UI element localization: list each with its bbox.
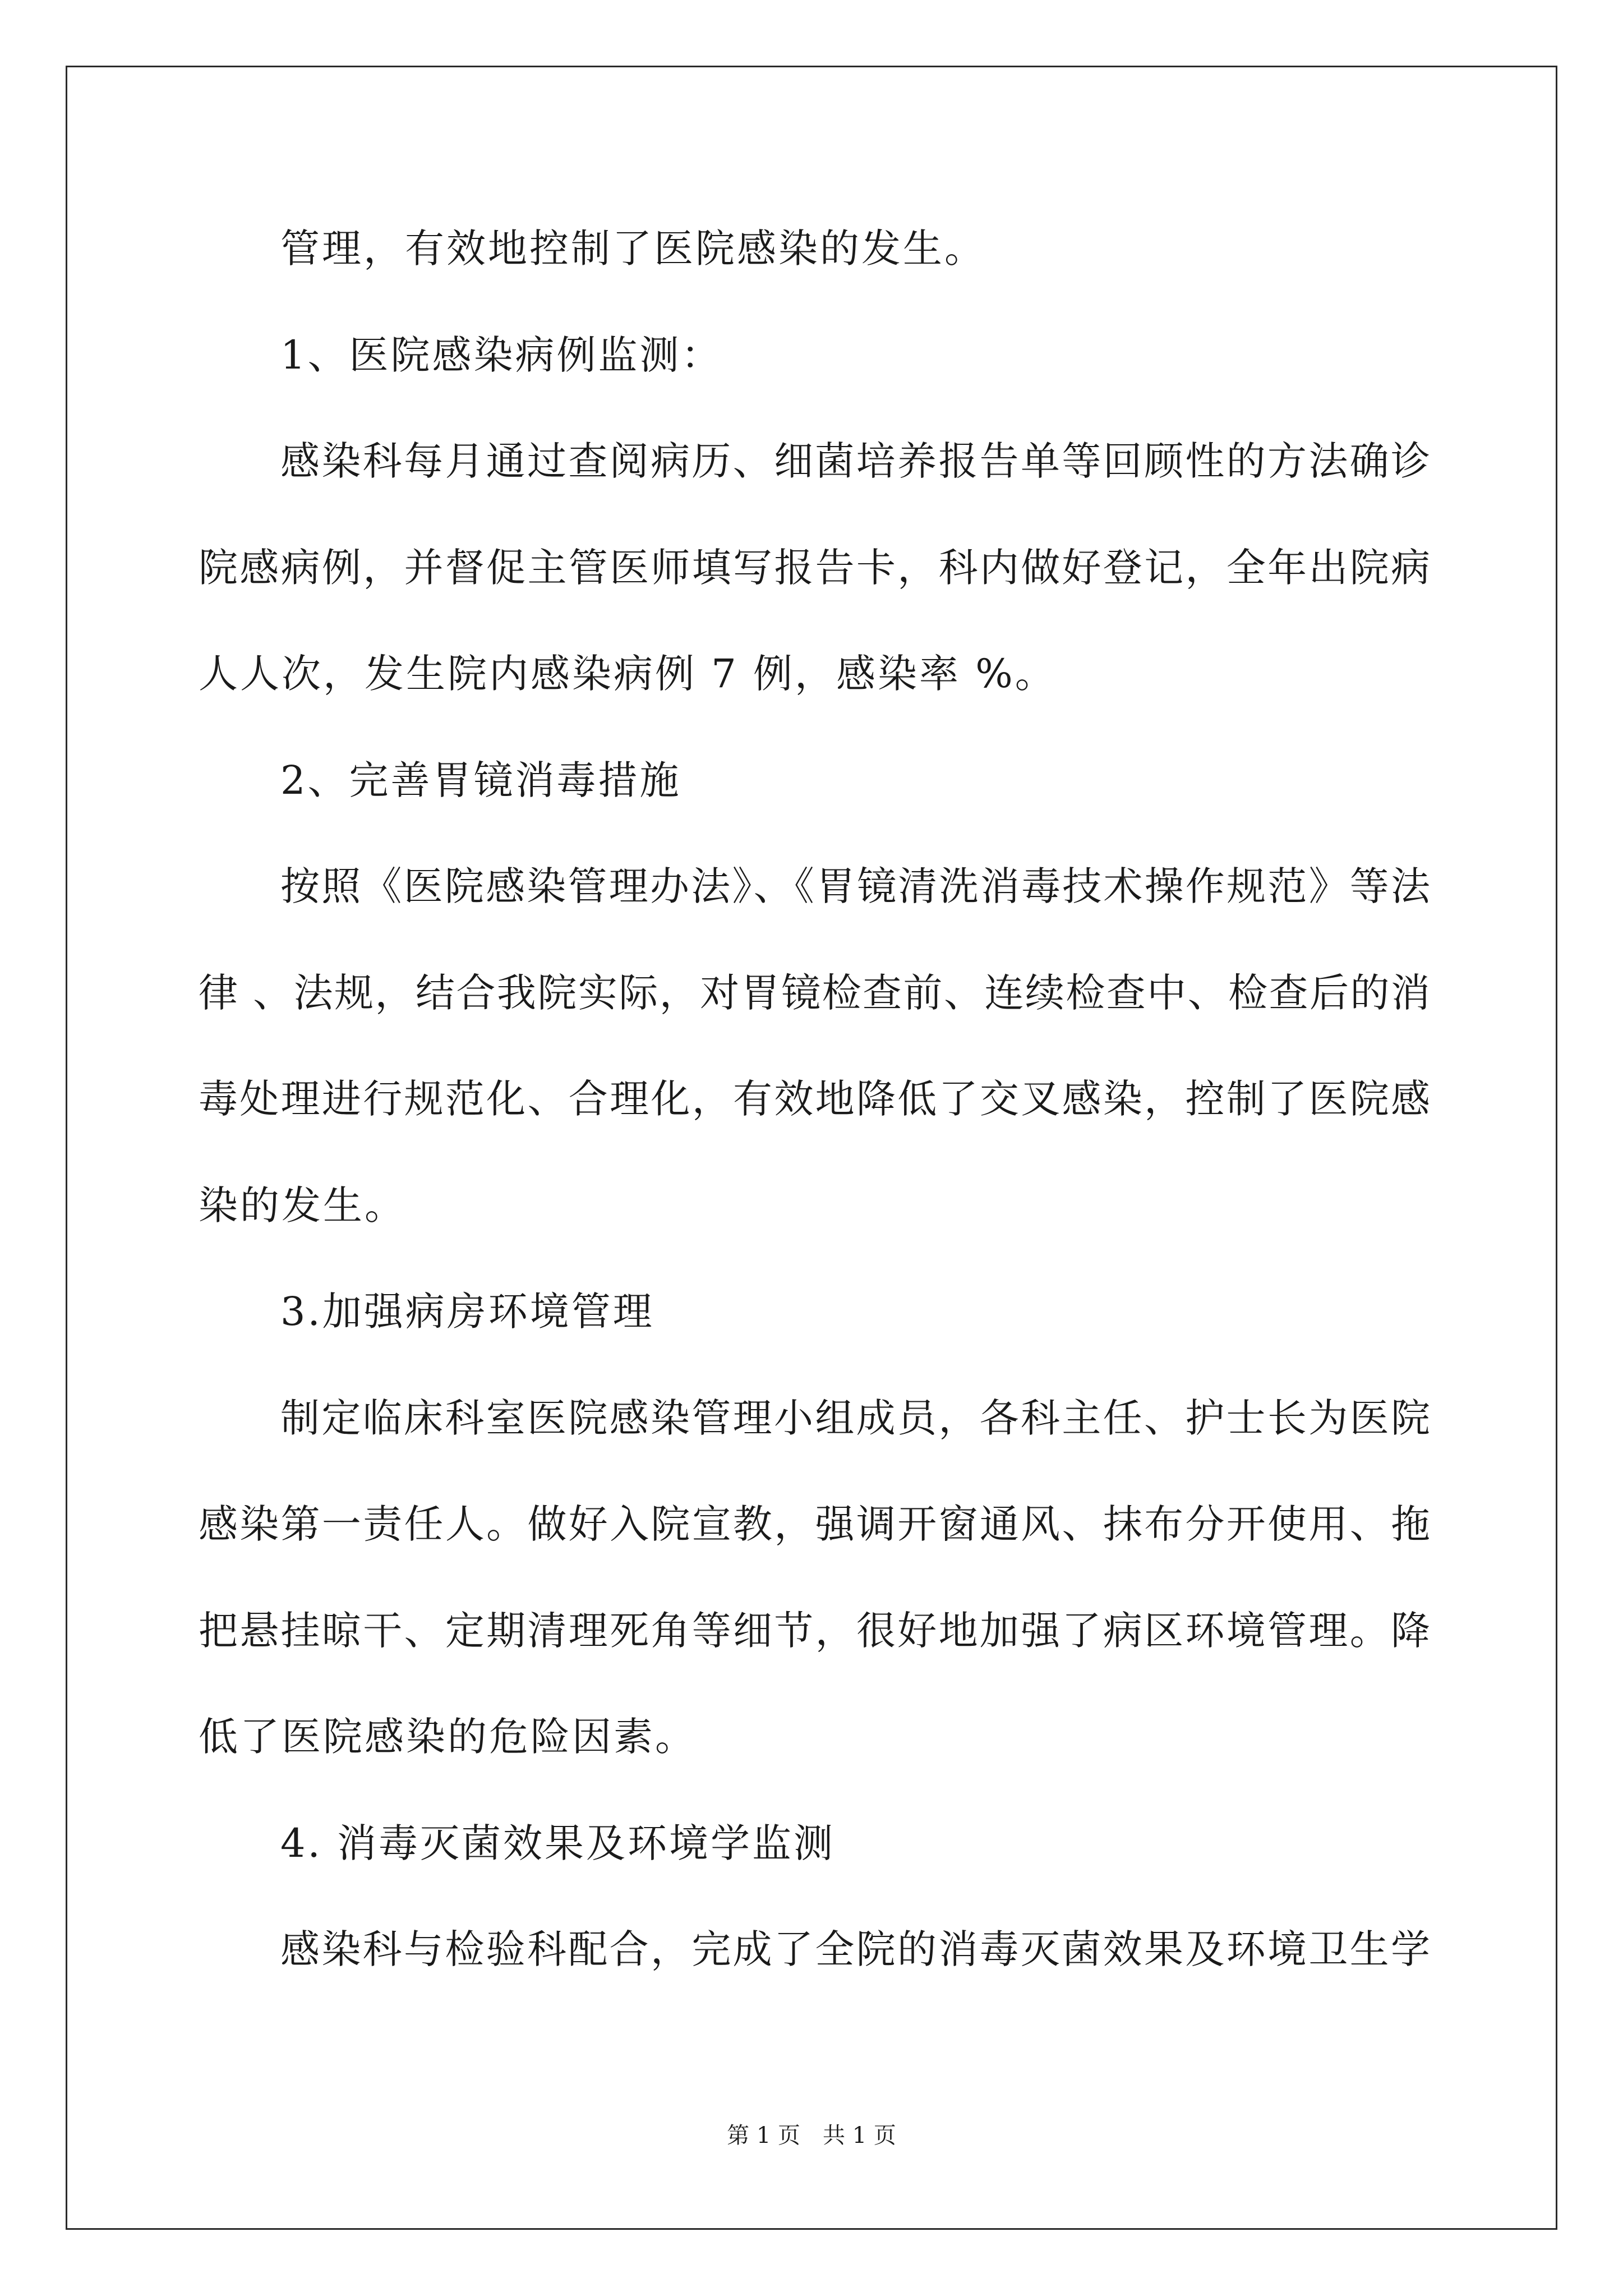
text-line: 毒处理进行规范化、合理化，有效地降低了交叉感染，控制了医院感: [199, 1076, 1430, 1122]
text-line: 感染科与检验科配合，完成了全院的消毒灭菌效果及环境卫生学: [280, 1926, 1430, 1972]
section-heading: 3.加强病房环境管理: [280, 1289, 654, 1335]
section-heading: 4. 消毒灭菌效果及环境学监测: [280, 1820, 836, 1866]
text-line: 律 、法规，结合我院实际，对胃镜检查前、连续检查中、检查后的消: [199, 970, 1430, 1016]
text-line: 院感病例，并督促主管医师填写报告卡，科内做好登记，全年出院病: [199, 545, 1430, 591]
text-line: 低了医院感染的危险因素。: [199, 1714, 697, 1760]
text-line: 按照《医院感染管理办法》、《胃镜清洗消毒技术操作规范》等法: [280, 863, 1430, 909]
text-line: 染的发生。: [199, 1182, 406, 1228]
section-heading: 2、完善胃镜消毒措施: [280, 757, 681, 803]
page-border: [66, 66, 1557, 2230]
text-line: 感染科每月通过查阅病历、细菌培养报告单等回顾性的方法确诊: [280, 438, 1430, 484]
text-line: 感染第一责任人。做好入院宣教，强调开窗通风、抹布分开使用、拖: [199, 1501, 1430, 1547]
section-heading: 1、医院感染病例监测：: [280, 332, 723, 378]
text-line: 制定临床科室医院感染管理小组成员，各科主任、护士长为医院: [280, 1395, 1430, 1441]
page-footer: 第 1 页 共 1 页: [727, 2123, 896, 2148]
text-line: 把悬挂晾干、定期清理死角等细节，很好地加强了病区环境管理。降: [199, 1608, 1430, 1654]
text-line: 人人次，发生院内感染病例 7 例，感染率 %。: [199, 651, 1057, 697]
text-line: 管理，有效地控制了医院感染的发生。: [280, 226, 986, 272]
